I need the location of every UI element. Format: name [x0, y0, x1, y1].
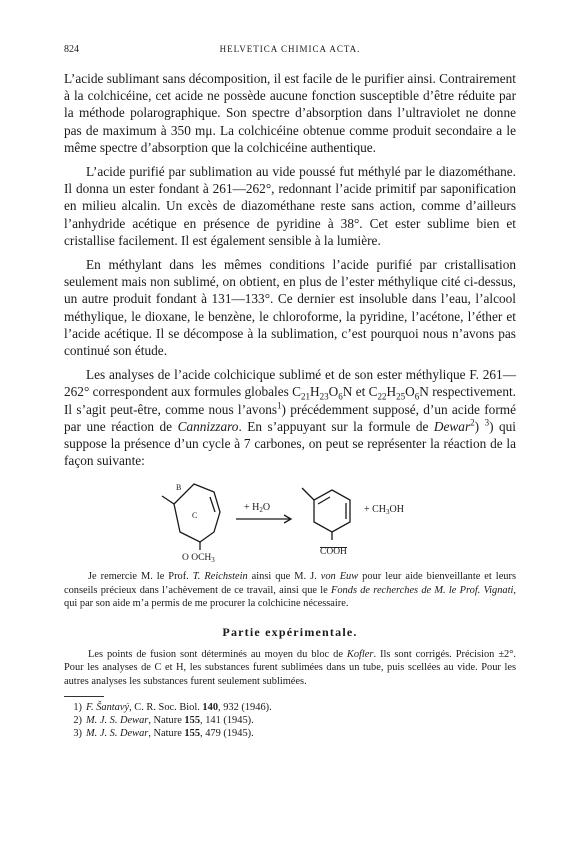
running-header — [64, 44, 516, 58]
benzene-ring — [314, 490, 350, 532]
paragraph-3: En méthylant dans les mêmes conditions l’acide purifié par cristallisation seulement mais non sublimé, on obtient, en plus de l’ester méthylique cité ci-dessus, un autre produit fondant à 131—133°. Ce dernier est insoluble dans l’eau, l’alcool méthylique, le dioxane, le benzène, le chloroforme, la pyridine, l’acétone, l’éther et l’acide acétique. Il se décompose à la sublimation, c’est pourquoi nous n’avons pas continué son étude. — [64, 257, 516, 359]
label-c: C — [192, 511, 198, 521]
ring-substituent-bond — [162, 496, 174, 504]
paragraph-4: Les analyses de l’acide colchicique sublimé et de son ester méthylique F. 261—262° correspondent aux formules globales $C_{21}H_{23}O_6N$ et $C_{22}H_{25}O_6N$ respectivement. Il s’agit peut-être, comme nous l’avons$^1$) précédemment supposé, d’un acide formé par une réaction de Cannizzaro. En s’appuyant sur la formule de Dewar$^2$) $^3$) qui suppose la présence d’un cycle à 7 carbones, on peut se représenter la réaction de la façon suivante: — [64, 367, 516, 469]
article-body — [64, 70, 516, 740]
product-methanol: + $CH_3OH$ — [364, 504, 404, 517]
label-cooh: COOH — [320, 547, 347, 558]
reaction-scheme-drawing — [64, 476, 516, 564]
page-number: 824 — [64, 44, 79, 55]
dewar-name: Dewar — [433, 418, 471, 434]
paragraph-1: L’acide sublimant sans décomposition, il est facile de le purifier ainsi. Contrairement à la colchicéine, cet acide ne possède aucune fonction susceptible d’être réduite par la méthode polarographique. Son spectre d’absorption dans l’ultraviolet ne donne pas de maximum à 350 mμ. La colchicéine obtenue comme produit secondaire a le même spectre d’absorption que la colchicéine authentique. — [64, 71, 516, 155]
experimental-paragraph: Les points de fusion sont déterminés au moyen du bloc de Kofler. Ils sont corrigés. Précision ±2°. Pour les analyses de C et H, les substances furent sublimées dans un tube, puis scellées au vide. Pour les autres analyses les substances furent seulement sublimées. — [64, 648, 516, 687]
footnote-rule — [64, 696, 104, 697]
benzene-inner-bond-2 — [318, 497, 330, 504]
product-substituent-bond — [302, 488, 314, 500]
footnote-1: 1) F. Šantavý, C. R. Soc. Biol. 140, 932 (1946). — [73, 702, 272, 714]
footnote-3: 3) M. J. S. Dewar, Nature 155, 479 (1945). — [73, 728, 254, 740]
acknowledgement: Je remercie M. le Prof. T. Reichstein ainsi que M. J. von Euw pour leur aide bienveillante et leurs conseils précieux dans l’achèvement de ce travail, ainsi que le Fonds de recherches de M. le Prof. Vignati, qui par son aide m’a permis de me procurer la colchicine nécessaire. — [64, 571, 517, 610]
footnotes — [64, 701, 516, 740]
journal-title: HELVETICA CHIMICA ACTA. — [219, 44, 361, 54]
footnote-2: 2) M. J. S. Dewar, Nature 155, 141 (1945). — [73, 715, 254, 727]
label-och3: O $OCH_3$ — [182, 553, 215, 565]
ring-double-bond — [210, 497, 215, 512]
reagent-water: + $H_2O$ — [244, 502, 271, 515]
paragraph-2: L’acide purifié par sublimation au vide poussé fut méthylé par le diazométhane. Il donna un ester fondant à 261—262°, redonnant l’acide primitif par saponification en milieu alcalin. Un excès de diazométhane reste sans action, comme d’ailleurs l’anhydride acétique en présence de pyridine à 38°. Cet ester sublime bien et cristallise facilement. Il est également sensible à la lumière. — [64, 164, 516, 248]
reaction-scheme — [64, 476, 516, 564]
cannizzaro-name: Cannizzaro — [177, 418, 239, 434]
section-title: Partie expérimentale. — [222, 624, 358, 639]
label-b: B — [176, 483, 182, 493]
